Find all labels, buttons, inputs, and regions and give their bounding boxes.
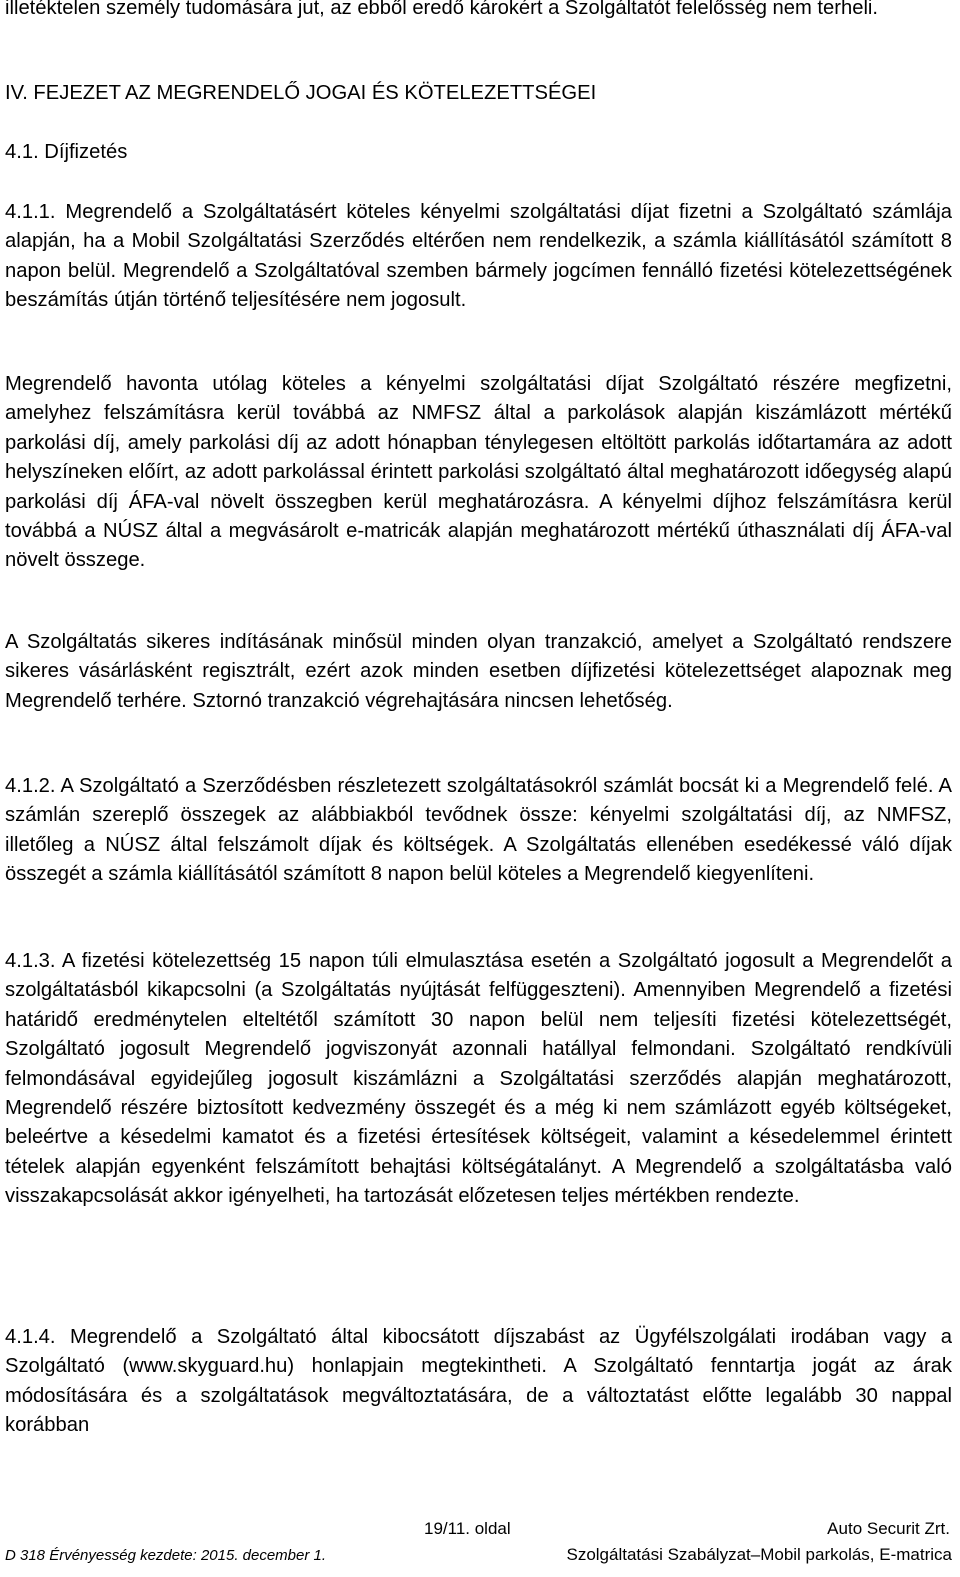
chapter-heading: IV. FEJEZET AZ MEGRENDELŐ JOGAI ÉS KÖTELEZETTSÉGEI [5, 82, 597, 104]
paragraph-successful-start: A Szolgáltatás sikeres indításának minősül minden olyan tranzakció, amelyet a Szolgáltató rendszere sikeres vásárlásként regisztrált, ezért azok minden esetben díjfizetési kötelezettséget alapoznak meg Megrendelő terhére. Sztornó tranzakció végrehajtására nincsen lehetőség. [5, 631, 952, 712]
paragraph-4-1-1: 4.1.1. Megrendelő a Szolgáltatásért köteles kényelmi szolgáltatási díjat fizetni a Szolgáltató számlája alapján, ha a Mobil Szolgáltatási Szerződés eltérően nem rendelkezik, a számla kiállításától számított 8 napon belül. Megrendelő a Szolgáltatóval szemben bármely jogcímen fennálló fizetési kötelezettségének beszámítás útján történő teljesítésére nem jogosult. [5, 201, 952, 312]
paragraph-4-1-3: 4.1.3. A fizetési kötelezettség 15 napon túli elmulasztása esetén a Szolgáltató jogosult a Megrendelőt a szolgáltatásból kikapcsolni (a Szolgáltatás nyújtását felfüggeszteni). Amennyiben Megrendelő a fizetési határidő eredménytelen elteltétől számított 30 napon belül nem teljesíti fizetési kötelezettségét, Szolgáltató jogosult Megrendelő jogviszonyát azonnali hatállyal felmondani. Szolgáltató rendkívüli felmondásával egyidejűleg jogosult kiszámlázni a Szolgáltatási szerződés alapján meghatározott, Megrendelő részére biztosított kedvezmény összegét és a még ki nem számlázott egyéb költségeket, beleértve a késedelmi kamatot és a fizetési értesítések költségeit, valamint a késedelemmel érintett tételek alapján egyenként felszámított behajtási költségátalányt. A Megrendelő a szolgáltatásba való visszakapcsolását akkor igényelheti, ha tartozását előzetesen teljes mértékben rendezte. [5, 950, 952, 1208]
footer-company: Auto Securit Zrt. [827, 1519, 950, 1538]
footer-doc-title: Szolgáltatási Szabályzat–Mobil parkolás, E-matrica [566, 1545, 952, 1564]
footer-page-number: 19/11. oldal [424, 1519, 511, 1538]
paragraph-4-1-2: 4.1.2. A Szolgáltató a Szerződésben részletezett szolgáltatásokról számlát bocsát ki a Megrendelő felé. A számlán szereplő összegek az alábbiakból tevődnek össze: kényelmi szolgáltatási díj, az NMFSZ, illetőleg a NÚSZ által felszámolt díjak és költségek. A Szolgáltatás ellenében esedékessé váló díjak összegét a számla kiállításától számított 8 napon belül köteles a Megrendelő kiegyenlíteni. [5, 775, 952, 886]
section-heading: 4.1. Díjfizetés [5, 141, 128, 163]
paragraph-intro-tail: illetéktelen személy tudomására jut, az ebből eredő károkért a Szolgáltatót felelősség nem terheli. [5, 0, 879, 19]
paragraph-monthly-fee: Megrendelő havonta utólag köteles a kényelmi szolgáltatási díjat Szolgáltató részére megfizetni, amelyhez felszámításra kerül továbbá az NMFSZ által a parkolások alapján kiszámlázott mértékű parkolási díj, amely parkolási díj az adott hónapban ténylegesen eltöltött parkolás időtartamára az adott helyszíneken előírt, az adott parkolással érintett parkolási szolgáltató által meghatározott időegység alapú parkolási díj ÁFA-val növelt összegben kerül meghatározásra. A kényelmi díjhoz felszámításra kerül továbbá a NÚSZ által a megvásárolt e-matricák alapján meghatározott mértékű úthasználati díj ÁFA-val növelt összege. [5, 373, 952, 572]
paragraph-4-1-4: 4.1.4. Megrendelő a Szolgáltató által kibocsátott díjszabást az Ügyfélszolgálati irodában vagy a Szolgáltató (www.skyguard.hu) honlapjain megtekintheti. A Szolgáltató fenntartja jogát az árak módosítására és a szolgáltatások megváltoztatására, de a változtatást előtte legalább 30 nappal korábban [5, 1326, 952, 1437]
footer-doc-validity: D 318 Érvényesség kezdete: 2015. december 1. [5, 1547, 327, 1564]
